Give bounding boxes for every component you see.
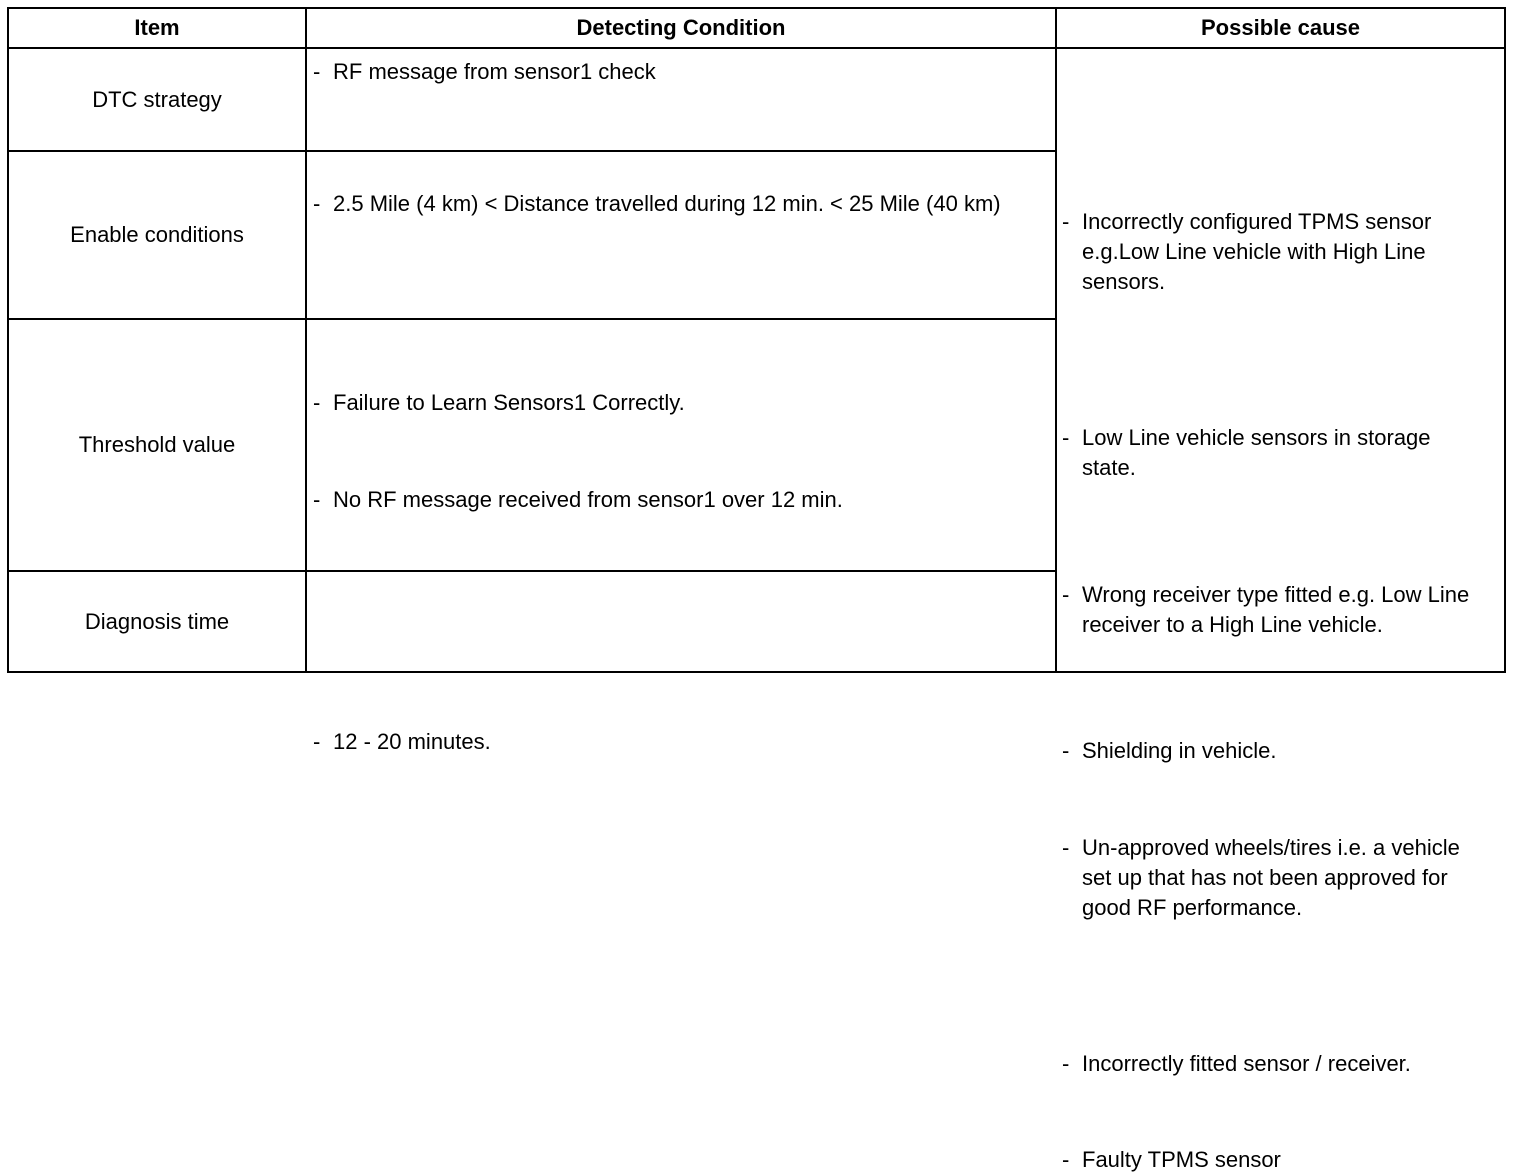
condition-value: Failure to Learn Sensors1 Correctly. [333,390,685,415]
condition-value: 12 - 20 minutes. [333,729,491,754]
header-detecting-condition: Detecting Condition [576,15,786,40]
condition-text [313,57,1043,87]
bullet-dash: - [1062,582,1070,607]
column-divider [305,7,307,673]
bullet-dash: - [313,191,321,216]
bullet-dash: - [313,59,321,84]
item-threshold-value: Threshold value [78,432,236,457]
cause-text: Un-approved wheels/tires i.e. a vehicle set up that has not been approved for good RF performance. [1082,835,1460,920]
cause-item [1062,580,1487,640]
cause-text: Low Line vehicle sensors in storage state. [1082,425,1431,480]
bullet-dash: - [313,487,321,512]
condition-value: No RF message received from sensor1 over 12 min. [333,487,843,512]
bullet-dash: - [313,729,321,754]
bullet-dash: - [1062,1147,1070,1172]
bullet-dash: - [1062,425,1070,450]
item-dtc-strategy: DTC strategy [92,86,222,112]
header-possible-cause: Possible cause [1201,15,1360,40]
condition-text [313,727,1043,757]
cause-text: Incorrectly fitted sensor / receiver. [1082,1051,1411,1076]
bullet-dash: - [313,390,321,415]
item-diagnosis-time: Diagnosis time [84,609,230,634]
bullet-dash: - [1062,209,1070,234]
condition-value: RF message from sensor1 check [333,59,656,84]
bullet-dash: - [1062,835,1070,860]
column-divider [1055,7,1057,673]
condition-value: 2.5 Mile (4 km) < Distance travelled during 12 min. < 25 Mile (40 km) [333,191,1001,216]
bullet-dash: - [1062,738,1070,763]
cause-text: Shielding in vehicle. [1082,738,1277,763]
item-enable-conditions: Enable conditions [70,222,244,247]
cause-item [1062,833,1487,923]
condition-text [313,189,1043,219]
bullet-dash: - [1062,1051,1070,1076]
cause-item [1062,423,1487,483]
condition-text [313,388,1043,418]
cause-text: Incorrectly configured TPMS sensor e.g.Low Line vehicle with High Line sensors. [1082,209,1432,294]
cause-text: Faulty TPMS sensor [1082,1147,1281,1172]
condition-text [313,485,1043,515]
cause-text: Wrong receiver type fitted e.g. Low Line receiver to a High Line vehicle. [1082,582,1470,637]
cause-item [1062,736,1487,766]
header-item: Item [134,15,180,40]
cause-item [1062,207,1487,297]
cause-item [1062,1145,1487,1175]
cause-item [1062,1049,1487,1079]
